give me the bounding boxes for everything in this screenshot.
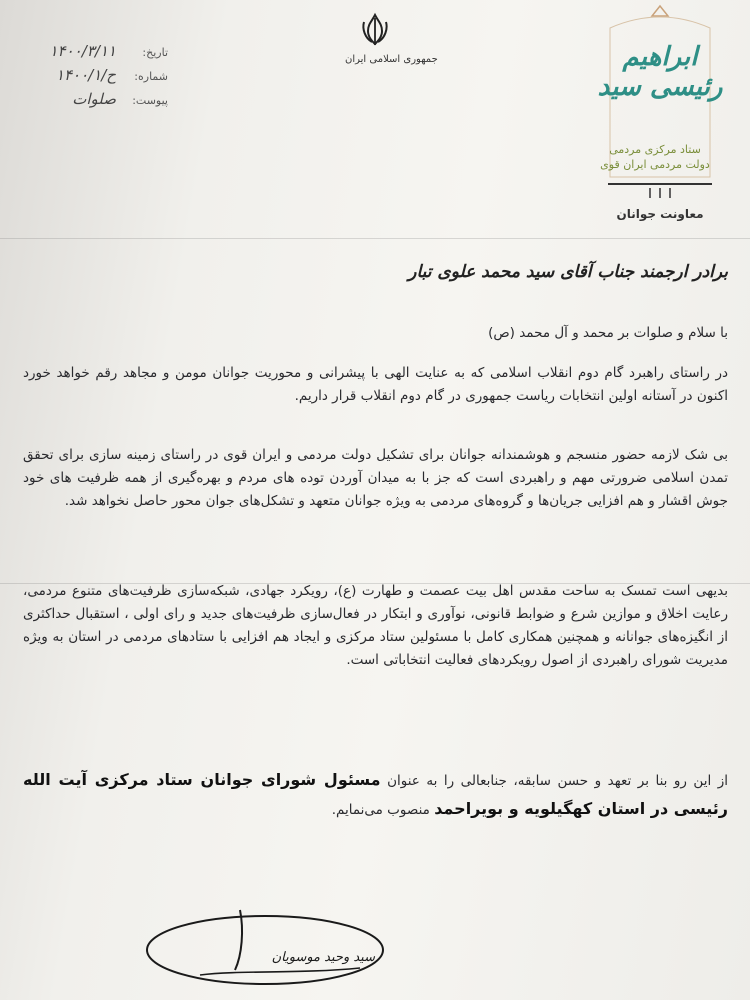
emblem-caption: جمهوری اسلامی ایران xyxy=(345,54,438,65)
logo-sub-line: ستاد مرکزی مردمی xyxy=(609,143,701,156)
campaign-logo xyxy=(590,2,730,232)
logo-subtitle xyxy=(590,142,720,172)
logo-frame-icon xyxy=(590,2,730,202)
logo-sub-line: دولت مردمی ایران قوی xyxy=(600,158,710,171)
fold-line xyxy=(0,238,750,239)
letter-paragraph: بی شک لازمه حضور منسجم و هوشمندانه جوانان برای تشکیل دولت مردمی و ایران قوی در راستای زمینه سازی برای تحقق تمدن اسلامی ضرورتی مهم و راهبردی است که جز با به میدان آوردن توده های مردم و بهره‌گیری از همه ظرفیت های خود جوش اقشار و هم افزایی جریان‌ها و گروه‌های مردمی به ویژه جوانان متعهد و تشکل‌های جوان محور حاصل نخواهد شد. xyxy=(23,447,728,509)
letter-salutation: با سلام و صلوات بر محمد و آل محمد (ص) xyxy=(488,325,728,341)
signature-block xyxy=(140,900,390,995)
letter-recipient-heading: برادر ارجمند جناب آقای سید محمد علوی تبار xyxy=(408,262,728,282)
meta-label: تاریخ: xyxy=(142,46,168,59)
letter-paragraph: بدیهی است تمسک به ساحت مقدس اهل بیت عصمت و طهارت (ع)، رویکرد جهادی، شبکه‌سازی ظرفیت‌های متنوع مردمی، رعایت اخلاق و موازین شرع و ضوابط قانونی، نوآوری و ابتکار در فعال‌سازی ظرفیت‌های جدید و رای اولی ، استقبال حداکثری از انگیزه‌های جوانانه و همچنین همکاری کامل با مسئولین ستاد مرکزی و ایجاد هم افزایی با ستادهای مردمی در استان به ویژه مدیریت شورای راهبردی از اصول رویکردهای فعالیت انتخاباتی است. xyxy=(23,583,728,668)
national-emblem xyxy=(345,12,438,65)
logo-main-text: ابراهیم رئیسی سید xyxy=(597,42,723,102)
meta-label: شماره: xyxy=(134,70,168,83)
meta-label: پیوست: xyxy=(132,94,168,107)
letter-meta xyxy=(8,42,168,114)
closing-intro: از این رو بنا بر تعهد و حسن سابقه، جنابعالی را به عنوان xyxy=(387,773,728,789)
meta-value: ۱۴۰۰/۳/۱۱ xyxy=(49,42,116,60)
meta-date xyxy=(8,42,168,66)
signer-name: سید وحید موسویان xyxy=(271,950,375,965)
letter-paragraph: در راستای راهبرد گام دوم انقلاب اسلامی که به عنایت الهی با پیشرانی و محوریت جوانان مومن و مجاهد رقم خواهد خورد اکنون در آستانه اولین انتخابات ریاست جمهوری در گام دوم انقلاب قرار داریم. xyxy=(23,365,728,404)
meta-attachment xyxy=(8,90,168,114)
closing-outro: منصوب می‌نمایم. xyxy=(331,802,430,818)
department-name: معاونت جوانان xyxy=(616,207,704,221)
meta-value: صلوات xyxy=(72,90,116,108)
appointment-title: مسئول شورای جوانان ستاد مرکزی آیت الله رئیسی در استان کهگیلویه و بویراحمد xyxy=(23,770,728,818)
meta-value: ح/۱۴۰۰/۱ xyxy=(55,66,116,84)
letter-closing xyxy=(23,766,728,824)
meta-number xyxy=(8,66,168,90)
signature-icon xyxy=(140,900,390,995)
emblem-icon xyxy=(357,12,393,48)
